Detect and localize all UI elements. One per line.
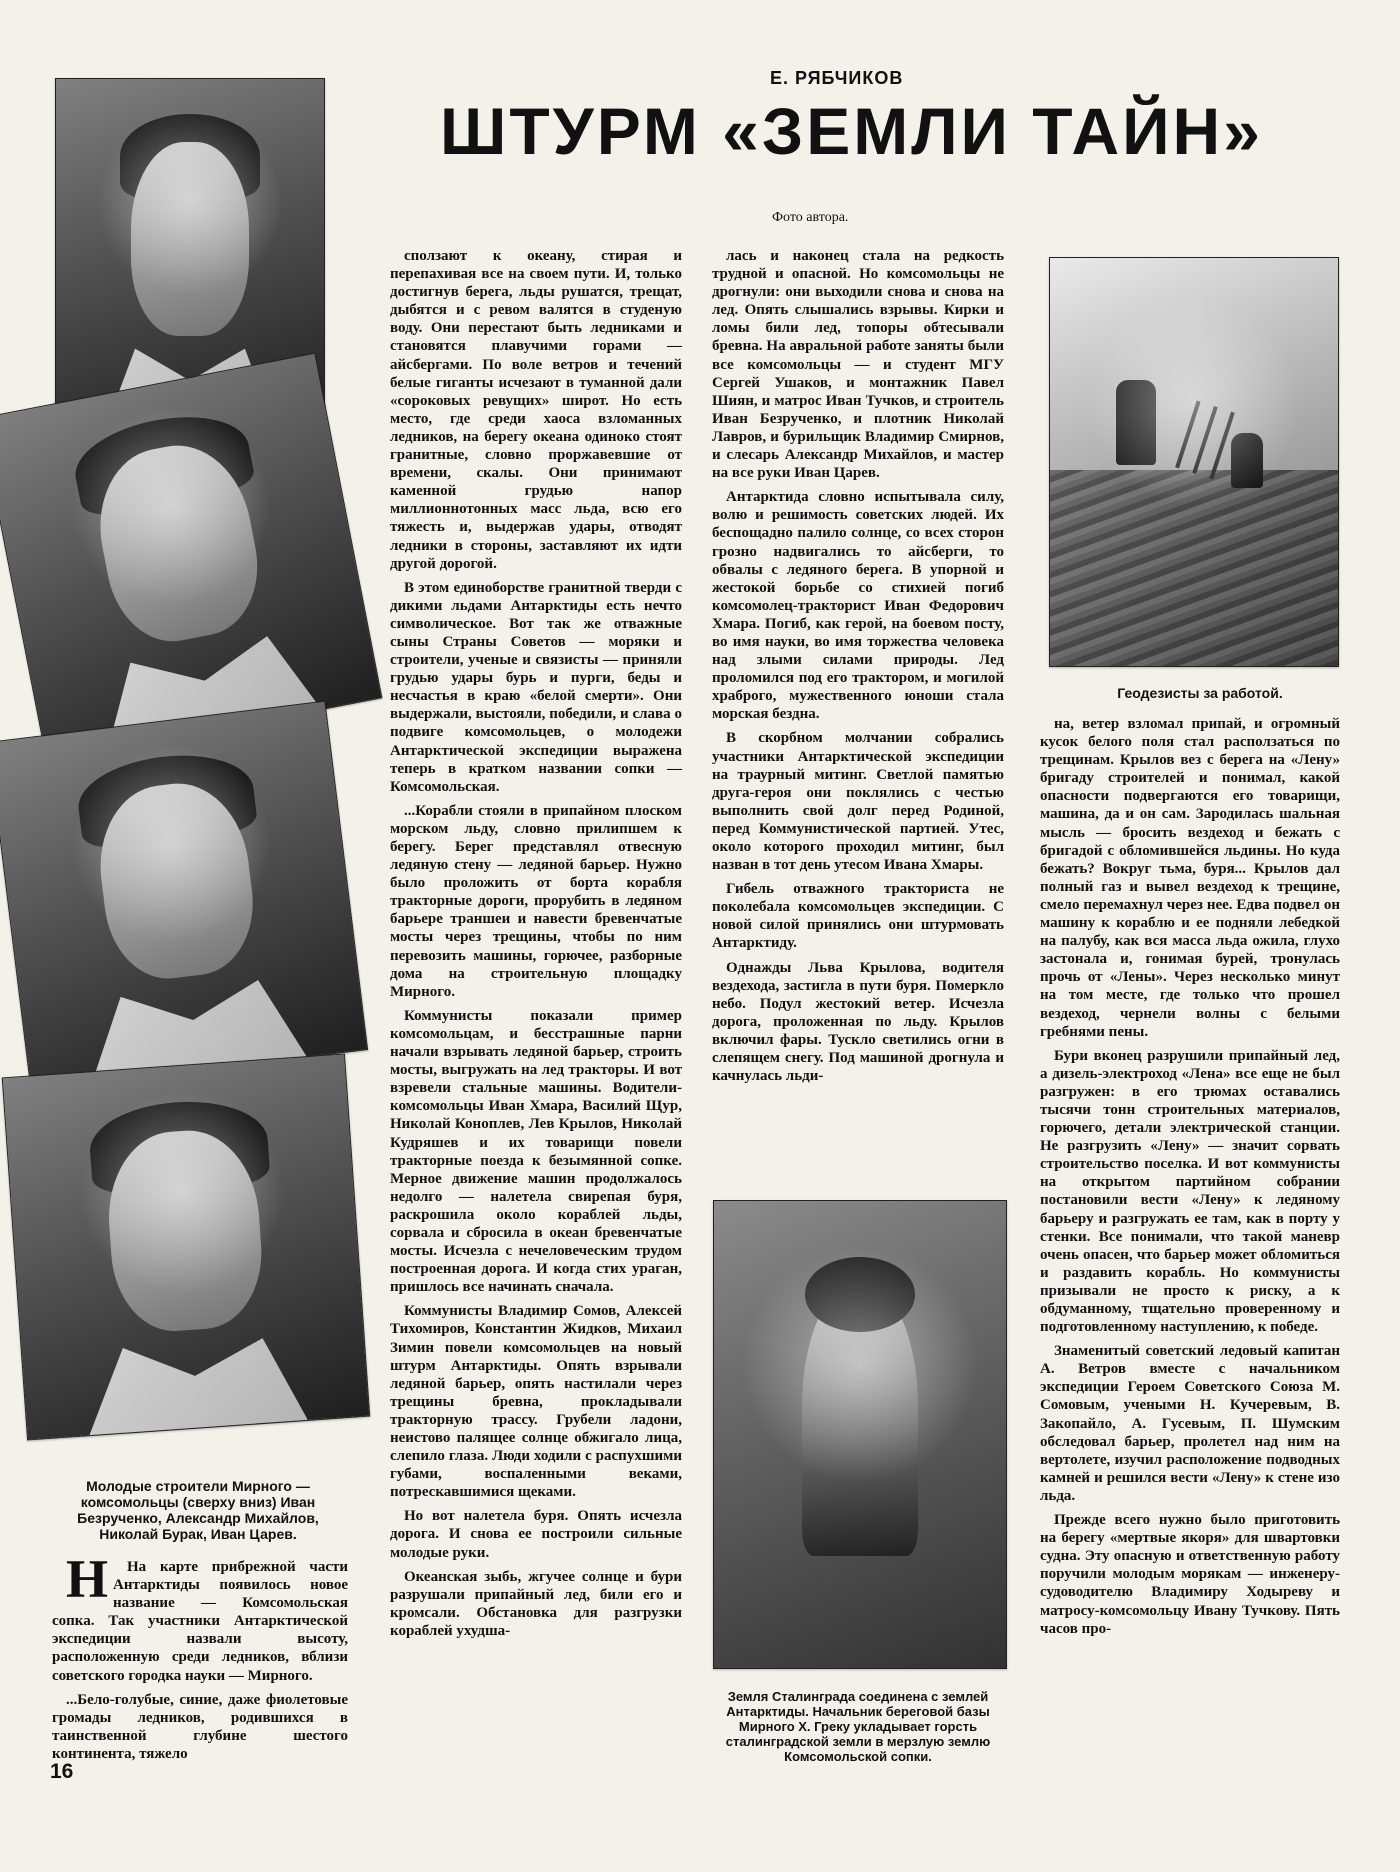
paragraph-right-3: Знаменитый советский ледовый капитан А. Ветров вместе с начальником экспедиции Героем Советского Союза М. Сомовым, учеными Н. Кучеревым, В. Закопайло, А. Гусевым, П. Шумским обследовал барьер, пролетел над ним на вертолете, изучил расположение подводных камней и решился вести «Лену» к стене изо льда.	[1040, 1343, 1340, 1504]
stalingrad-caption: Земля Сталинграда соединена с землей Антарктиды. Начальник береговой базы Мирного Х. Греку укладывает горсть сталинградской земли в мерзлую землю Комсомольской сопки.	[725, 1689, 991, 1764]
paragraph-middle-right-4: Гибель отважного тракториста не поколебала комсомольцев экспедиции. С новой силой принялись они штурмовать Антарктиду.	[712, 881, 1004, 952]
geodesists-photo	[1049, 257, 1339, 667]
paragraph-middle-left-1: сползают к океану, стирая и перепахивая все на своем пути. И, только достигнув берега, льды рушатся, трещат, дыбятся и с ревом валятся в студеную воду. Они перестают быть ледниками и становятся плавучими горами — айсбергами. По воле ветров и течений белые гиганты исчезают в туманной дали «сороковых ревущих» широт. Но есть место, где среди хаоса взломанных ледников, на берегу океана одиноко стоят гранитные, словно проржавевшие от времени, скалы. Они принимают каменной грудью напор миллионнотонных масс льда, всю его тяжесть и, выдержав удары, отводят ледники в стороны, заставляют их идти другой дорогой.	[390, 248, 682, 572]
paragraph-middle-right-3: В скорбном молчании собрались участники Антарктической экспедиции на траурный митинг. Светлой памятью друга-героя они поклялись с честью выполнить свой долг перед Родиной, перед Коммунистической партией. Утес, около которого проходил митинг, был назван в тот день утесом Ивана Хмары.	[712, 730, 1004, 874]
paragraph-right-2: Бури вконец разрушили припайный лед, а дизель-электроход «Лена» все еще не был разгружен: в его трюмах оставались тысячи тонн строительных материалов, горючего, детали электрической станции. Не разгрузить «Лену» — значит сорвать строительство поселка. И вот коммунисты на открытом партийном собрании постановили вести «Лену» к ледяному барьеру и разгружать ее там, как в порту у стенки. Все понимали, что такой маневр очень опасен, что барьер может обломиться и раздавить корабль. Но коммунисты призывали не просто к риску, а к обдуманному, тщательно проверенному и подготовленному наступлению, к победе.	[1040, 1047, 1340, 1336]
paragraph-middle-left-6: Но вот налетела буря. Опять исчезла дорога. И снова ее построили сильные молодые руки.	[390, 1508, 682, 1561]
paragraph-middle-left-2: В этом единоборстве гранитной тверди с дикими льдами Антарктиды есть нечто символическое. Вот так же отважные сыны Страны Советов — моряки и строители, ученые и связисты — приняли грудью удары бурь и пурги, беды и несчастья в краю «белой смерти». Они выдержали, выстояли, победили, и слава о подвиге комсомольцев, о молодежи Антарктической экспедиции выражена теперь в кратком названии сопки — Комсомольская.	[390, 579, 682, 795]
paragraph-middle-left-3: ...Корабли стояли в припайном плоском морском льду, словно прилипшем к берегу. Берег представлял отвесную ледяную стену — ледяной барьер. Нужно было проложить от борта корабля тракторные дороги, прорубить в ледяном барьере траншеи и навести бревенчатые мосты через трещины, чтобы по ним перевозить машины, горючее, разборные дома на строительную площадку Мирного.	[390, 802, 682, 1000]
middle-left-column	[390, 247, 682, 1646]
portrait-ivan-tsarev	[2, 1053, 371, 1440]
author-name: Е. РЯБЧИКОВ	[770, 68, 904, 88]
paragraph-middle-left-4: Коммунисты показали пример комсомольцам, и бесстрашные парни начали взрывать ледяной барьер, строить мосты, выгружать на лед тракторы. И вот взревели стальные машины. Водители-комсомольцы Иван Хмара, Василий Щур, Николай Коноплев, Лев Крылов, Николай Кудряшев и их товарищи повели тракторные поезда к безымянной сопке. Мерное движение машин продолжалось недолго — налетела свирепая буря, раскрошила около кораблей льды, сорвала и сбросила в океан бревенчатые мосты. Исчезла с нечеловеческим трудом построенная дорога. И когда стих ураган, пришлось все начинать сначала.	[390, 1007, 682, 1296]
paragraph-middle-right-1: лась и наконец стала на редкость трудной и опасной. Но комсомольцы не дрогнули: они выходили снова и снова на лед. Опять слышались взрывы. Кирки и ломы били лед, топоры обтесывали бревна. На авральной работе заняты были все комсомольцы — и студент МГУ Сергей Ушаков, и монтажник Павел Шиян, и матрос Иван Тучков, и строитель Иван Безрученко, и плотник Николай Лавров, и бурильщик Владимир Смирнов, и слесарь Александр Михайлов, и мастер на все руки Иван Царев.	[712, 248, 1004, 482]
photo-credit: Фото автора.	[772, 210, 849, 225]
paragraph-left-2: ...Бело-голубые, синие, даже фиолетовые громады ледников, родившихся в таинственной глубине шестого континента, тяжело	[52, 1691, 348, 1762]
paragraph-left-1: Н На карте прибрежной части Антарктиды появилось новое название — Комсомольская сопка. Так участники Антарктической экспедиции назвали высоту, расположенную среди ледников, вблизи советского городка науки — Мирного.	[52, 1549, 348, 1684]
paragraph-middle-right-5: Однажды Льва Крылова, водителя вездехода, застигла в пути буря. Померкло небо. Подул жестокий ветер. Исчезла дорога, проложенная по льду. Крылов включил фары. Тускло светились огни в слепящем снегу. Под машиной дрогнула и качнулась льди-	[712, 959, 1004, 1085]
paragraph-middle-right-2: Антарктида словно испытывала силу, волю и решимость советских людей. Их беспощадно палило солнце, со всех сторон грозно надвигались то айсберги, то обвалы с ледяного берега. В упорной и жестокой борьбе со стихией погиб комсомолец-тракторист Иван Федорович Хмара. Погиб, как герой, на боевом посту, во имя науки, во имя торжества человека над злыми силами природы. Лед проломился под его трактором, и могилой храброго, мужественного юноши стала морская бездна.	[712, 489, 1004, 723]
portrait-nikolai-burak	[0, 701, 368, 1092]
stalingrad-photo	[713, 1200, 1007, 1669]
page-number: 16	[50, 1760, 74, 1783]
paragraph-right-1: на, ветер взломал припай, и огромный кусок белого поля стал расползаться по трещинам. Крылов вез с берега на «Лену» бригаду строителей и понимал, какой опасности подвергаются его товарищи, машина, да и он сам. Зародилась шальная мысль — бросить вездеход и бежать с бригадой с обломившейся льдины. Но куда бежать? Вокруг тьма, буря... Крылов дал полный газ и вывел вездеход к трещине, смело перемахнул через нее. Едва подвел он машину к кораблю и ее подняли лебедкой на палубу, как вся масса льда ожила, глухо застонала и, гонимая бурей, тронулась прочь от «Лены». Через несколько минут на том месте, где только что прошел вездеход, чернели волны с белыми гребнями пены.	[1040, 716, 1340, 1040]
paragraph-right-4: Прежде всего нужно было приготовить на берегу «мертвые якоря» для швартовки судна. Эту опасную и ответственную работу поручили молодым морякам — инженеру-судоводителю Владимиру Ходыреву и матросу-комсомольцу Ивану Тучкову. Пять часов про-	[1040, 1512, 1340, 1637]
middle-right-column	[712, 247, 1004, 1091]
paragraph-middle-left-5: Коммунисты Владимир Сомов, Алексей Тихомиров, Константин Жидков, Михаил Зимин повели комсомольцев на новый штурм Антарктиды. Опять взрывали ледяной барьер, опять настилали через трещины бревна, прокладывали тракторную трассу. Грубели ладони, неистово палящее солнце обжигало лица, слепило глаза. Люди ходили с распухшими губами, воспаленными веками, потрескавшимися щеками.	[390, 1303, 682, 1501]
right-column	[1040, 715, 1340, 1644]
article-title: ШТУРМ «ЗЕМЛИ ТАЙН»	[440, 94, 1263, 168]
geodesists-caption: Геодезисты за работой.	[1117, 685, 1283, 701]
portraits-caption: Молодые строители Мирного — комсомольцы (сверху вниз) Иван Безрученко, Александр Михайлов, Николай Бурак, Иван Царев.	[77, 1478, 319, 1543]
paragraph-middle-left-7: Океанская зыбь, жгучее солнце и бури разрушали припайный лед, били его и кромсали. Обстановка для разгрузки кораблей ухудша-	[390, 1568, 682, 1639]
left-bottom-column	[52, 1549, 348, 1769]
